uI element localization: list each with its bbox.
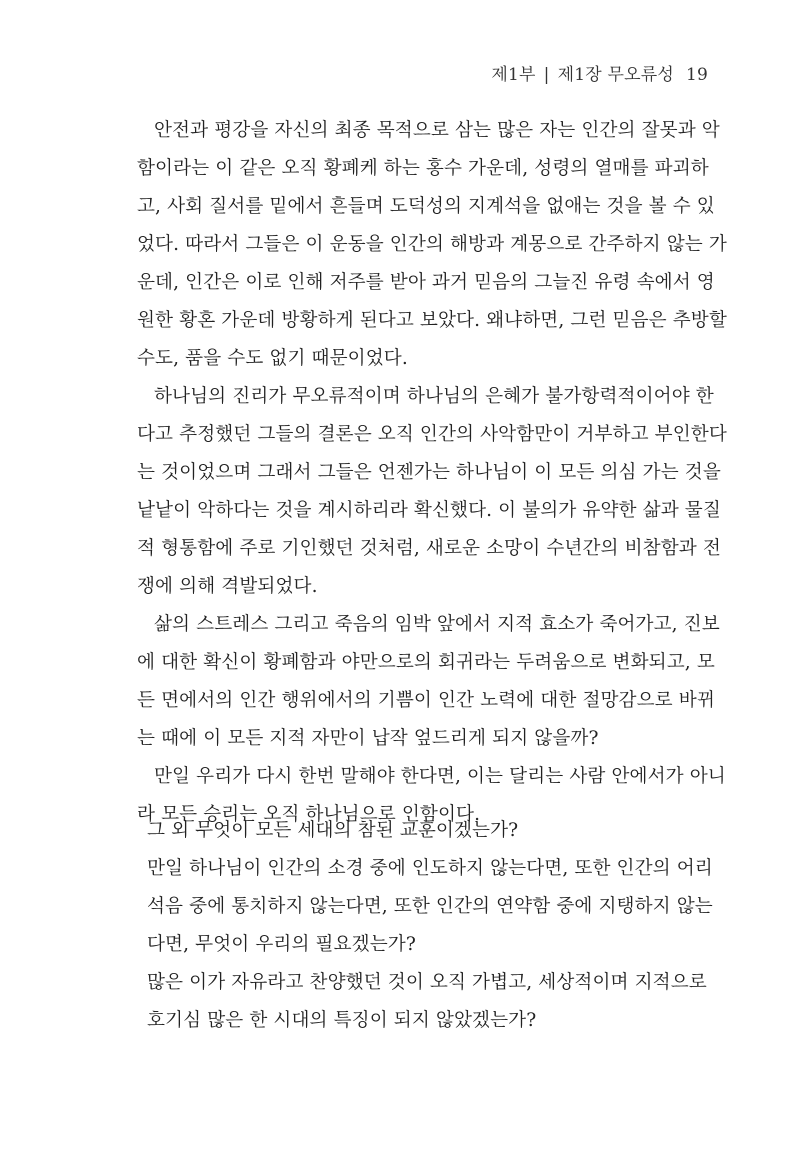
- paragraph-line: 안전과 평강을 자신의 최종 목적으로 삼는 많은 자는 인간의 잘못과 악: [154, 120, 720, 141]
- paragraph-line: 낱낱이 악하다는 것을 계시하리라 확신했다. 이 불의가 유약한 삶과 물질: [137, 500, 721, 521]
- paragraph-line: 함이라는 이 같은 오직 황폐케 하는 홍수 가운데, 성령의 열매를 파괴하: [137, 158, 709, 179]
- verse-line: 다면, 무엇이 우리의 필요겠는가?: [147, 934, 416, 955]
- header-part: 제1부: [491, 65, 536, 85]
- paragraph-line: 는 때에 이 모든 지적 자만이 납작 엎드리게 되지 않을까?: [137, 728, 599, 749]
- paragraph-line: 원한 황혼 가운데 방황하게 된다고 보았다. 왜냐하면, 그런 믿음은 추방할: [137, 310, 727, 331]
- paragraph-line: 쟁에 의해 격발되었다.: [137, 576, 318, 597]
- page-number: 19: [685, 65, 708, 85]
- paragraph-line: 는 것이었으며 그래서 그들은 언젠가는 하나님이 이 모든 의심 가는 것을: [137, 462, 721, 483]
- paragraph-line: 라 모든 승리는 오직 하나님으로 인함이다.: [137, 804, 481, 825]
- paragraph-line: 만일 우리가 다시 한번 말해야 한다면, 이는 달리는 사람 안에서가 아니: [154, 766, 726, 787]
- paragraph-line: 수도, 품을 수도 없기 때문이었다.: [137, 348, 408, 369]
- header-chapter: 제1장 무오류성: [557, 65, 674, 85]
- verse-line: 만일 하나님이 인간의 소경 중에 인도하지 않는다면, 또한 인간의 어리: [147, 858, 713, 879]
- verse-line: 많은 이가 자유라고 찬양했던 것이 오직 가볍고, 세상적이며 지적으로: [147, 972, 707, 993]
- paragraph-line: 든 면에서의 인간 행위에서의 기쁨이 인간 노력에 대한 절망감으로 바뀌: [137, 690, 715, 711]
- verse-line: 그 외 무엇이 모든 세대의 참된 교훈이겠는가?: [147, 820, 519, 841]
- paragraph-line: 운데, 인간은 이로 인해 저주를 받아 과거 믿음의 그늘진 유령 속에서 영: [137, 272, 715, 293]
- paragraph-line: 었다. 따라서 그들은 이 운동을 인간의 해방과 계몽으로 간주하지 않는 가: [137, 234, 727, 255]
- paragraph-line: 고, 사회 질서를 밑에서 흔들며 도덕성의 지계석을 없애는 것을 볼 수 있: [137, 196, 715, 217]
- paragraph-line: 삶의 스트레스 그리고 죽음의 임박 앞에서 지적 효소가 죽어가고, 진보: [154, 614, 720, 635]
- paragraph-line: 에 대한 확신이 황폐함과 야만으로의 회귀라는 두려움으로 변화되고, 모: [137, 652, 715, 673]
- running-header: [491, 60, 708, 85]
- body-text: [137, 112, 727, 834]
- verse-line: 석음 중에 통치하지 않는다면, 또한 인간의 연약함 중에 지탱하지 않는: [147, 896, 713, 917]
- paragraph-line: 하나님의 진리가 무오류적이며 하나님의 은혜가 불가항력적이어야 한: [154, 386, 714, 407]
- header-separator: |: [543, 65, 550, 85]
- paragraph-line: 적 형통함에 주로 기인했던 것처럼, 새로운 소망이 수년간의 비참함과 전: [137, 538, 721, 559]
- paragraph-line: 다고 추정했던 그들의 결론은 오직 인간의 사악함만이 거부하고 부인한다: [137, 424, 727, 445]
- verse-line: 호기심 많은 한 시대의 특징이 되지 않았겠는가?: [147, 1010, 537, 1031]
- indented-verses: [147, 812, 713, 1040]
